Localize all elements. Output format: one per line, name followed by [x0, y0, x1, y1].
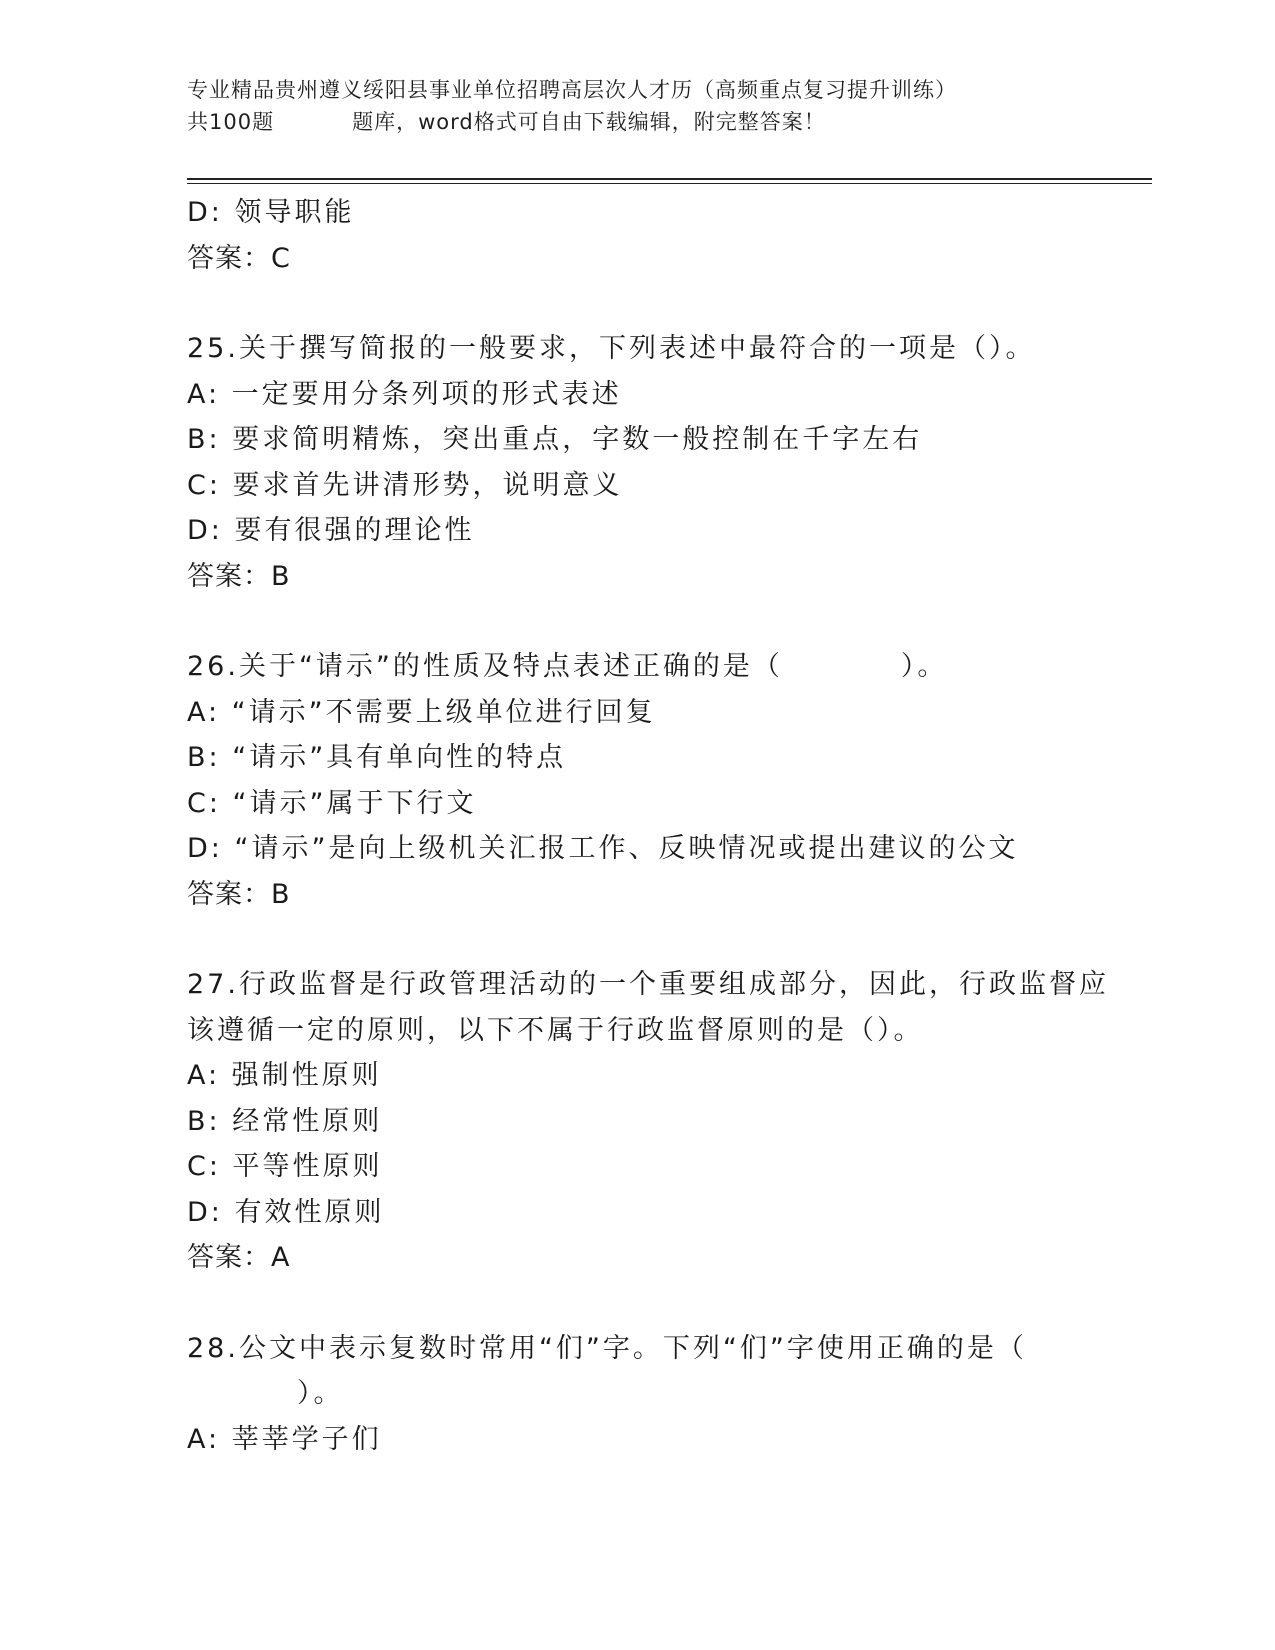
option-c: C: 要求首先讲清形势，说明意义 [187, 469, 623, 501]
question-stem-start: 26.关于“请示”的性质及特点表述正确的是（ [187, 651, 783, 682]
question-stem: 25.关于撰写简报的一般要求，下列表述中最符合的一项是（）。 [187, 333, 1036, 364]
question-list [187, 190, 1109, 1462]
answer: 答案：A [187, 1242, 291, 1273]
option-c: C: “请示”属于下行文 [187, 787, 477, 819]
header-question-count: 共100题 [187, 110, 275, 134]
header-title-line2-row [187, 106, 1087, 138]
prev-option-d: D: 领导职能 [187, 197, 355, 228]
prev-answer: 答案：C [187, 242, 291, 274]
option-a: A: 强制性原则 [187, 1060, 382, 1091]
option-b: B: “请示”具有单向性的特点 [187, 742, 567, 773]
question-stem-line2: 该遵循一定的原则，以下不属于行政监督原则的是（）。 [187, 1014, 924, 1046]
header-title-line1: 专业精品贵州遵义绥阳县事业单位招聘高层次人才历（高频重点复习提升训练） [187, 78, 957, 102]
option-d: D: “请示”是向上级机关汇报工作、反映情况或提出建议的公文 [187, 833, 1019, 864]
question-stem-line2: ）。 [297, 1378, 344, 1409]
option-c: C: 平等性原则 [187, 1151, 383, 1182]
option-a: A: 一定要用分条列项的形式表述 [187, 378, 622, 410]
header-divider-thick [187, 178, 1152, 180]
question-26 [187, 644, 1087, 917]
option-d: D: 要有很强的理论性 [187, 515, 475, 546]
header-divider-thin [187, 183, 1152, 184]
page-header [187, 74, 1087, 138]
question-stem-line1: 27.行政监督是行政管理活动的一个重要组成部分，因此，行政监督应 [187, 969, 1109, 1000]
question-stem [187, 644, 1087, 690]
answer: 答案：B [187, 878, 291, 910]
header-title-line2: 题库，word格式可自由下载编辑，附完整答案！ [352, 110, 826, 134]
answer: 答案：B [187, 560, 291, 592]
option-d: D: 有效性原则 [187, 1196, 385, 1228]
option-a: A: 莘莘学子们 [187, 1423, 382, 1455]
option-b: B: 经常性原则 [187, 1105, 383, 1137]
question-stem-end: ）。 [900, 651, 948, 682]
question-28 [187, 1326, 1087, 1463]
option-b: B: 要求简明精炼，突出重点，字数一般控制在千字左右 [187, 424, 923, 455]
option-a: A: “请示”不需要上级单位进行回复 [187, 696, 656, 728]
question-27 [187, 962, 1109, 1281]
question-stem-line1: 28.公文中表示复数时常用“们”字。下列“们”字使用正确的是（ [187, 1332, 1027, 1364]
question-25 [187, 326, 1087, 599]
